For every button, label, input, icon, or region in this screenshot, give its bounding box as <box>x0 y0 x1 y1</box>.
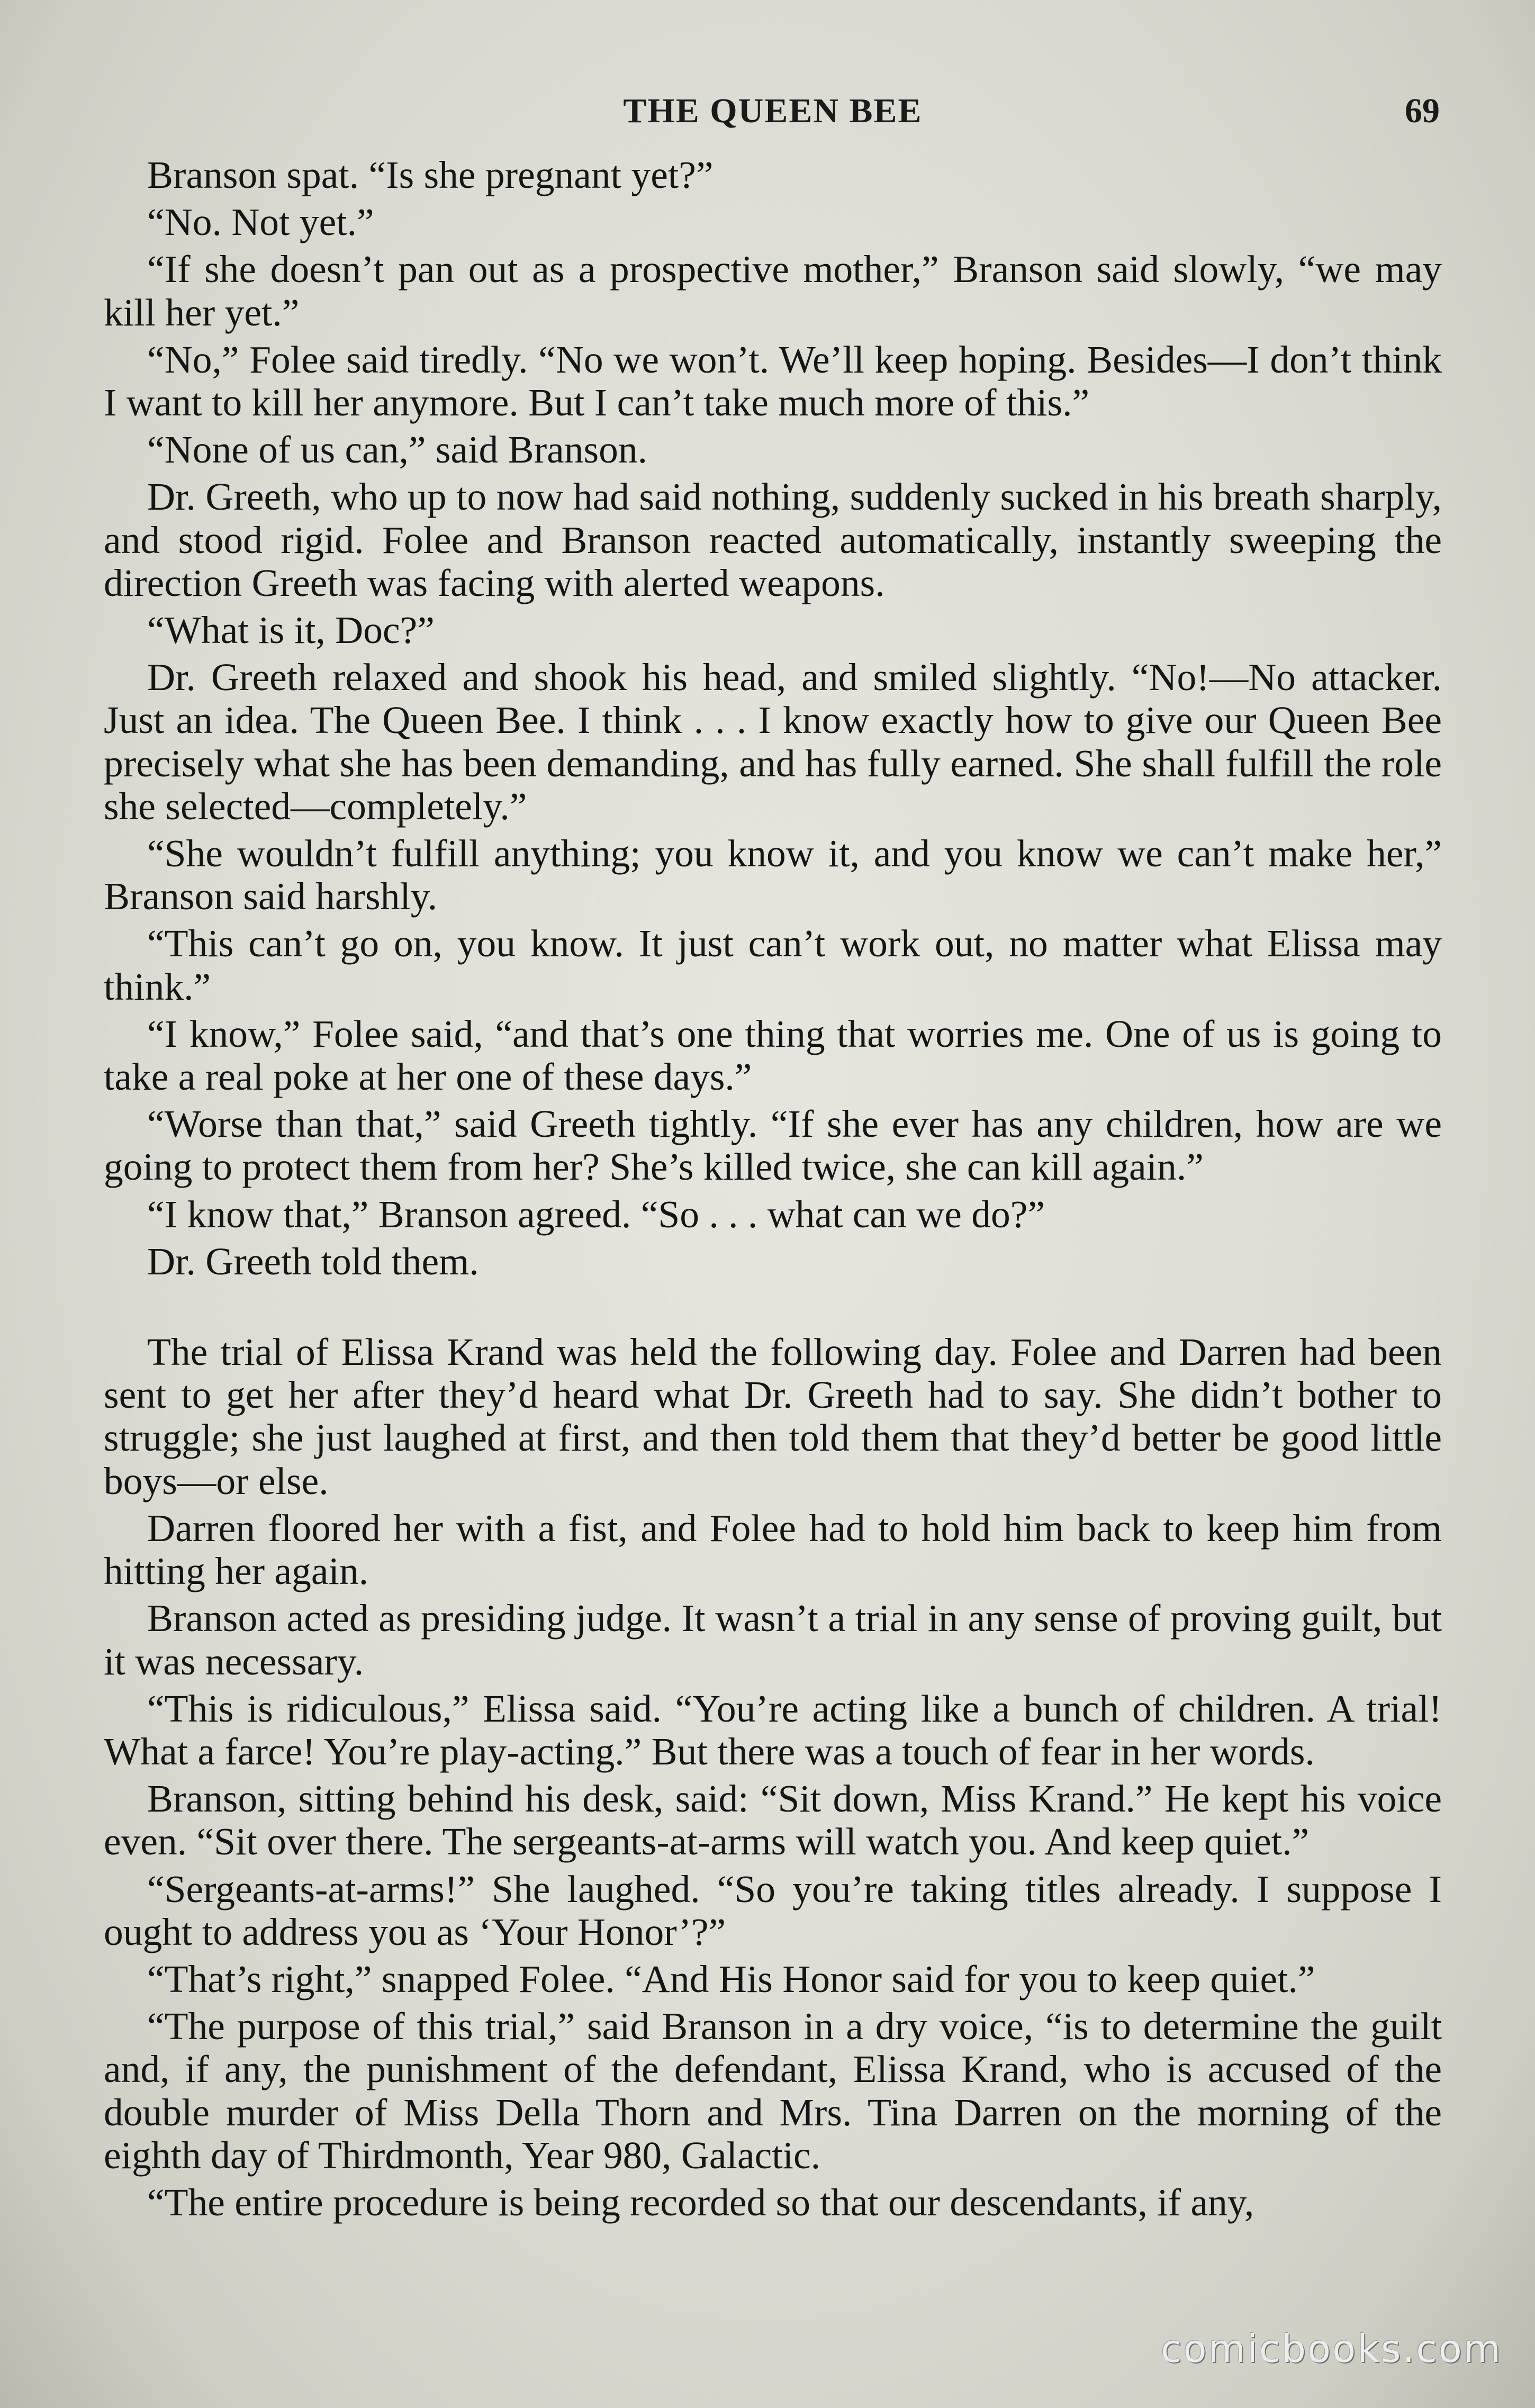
paragraph: “I know,” Folee said, “and that’s one thing that worries me. One of us is going to take a real poke at her one of these days.” <box>104 1012 1442 1099</box>
paragraph: Branson spat. “Is she pregnant yet?” <box>147 153 714 196</box>
paragraph: Dr. Greeth told them. <box>147 1239 479 1283</box>
paragraph: “Worse than that,” said Greeth tightly. “If she ever has any children, how are we going to protect them from her? She’s killed twice, she can kill again.” <box>104 1102 1442 1189</box>
paragraph: “None of us can,” said Branson. <box>147 428 648 472</box>
running-head <box>106 91 1440 139</box>
paragraph: “That’s right,” snapped Folee. “And His Honor said for you to keep quiet.” <box>147 1957 1315 2000</box>
paragraph: “What is it, Doc?” <box>147 609 435 652</box>
paragraph: Branson, sitting behind his desk, said: “Sit down, Miss Krand.” He kept his voice even. “Sit over there. The sergeants-at-arms will watch you. And keep quiet.” <box>104 1777 1442 1863</box>
page-number: 69 <box>1405 92 1440 130</box>
paragraph: The trial of Elissa Krand was held the following day. Folee and Darren had been sent to get her after they’d heard what Dr. Greeth had to say. She didn’t bother to struggle; she just laughed at first, and then told them that they’d better be good little boys—or else. <box>104 1330 1442 1502</box>
paragraph: Dr. Greeth relaxed and shook his head, and smiled slightly. “No!—No attacker. Just an idea. The Queen Bee. I think . . . I know exactly how to give our Queen Bee precisely what she has been demanding, and has fully earned. She shall fulfill the role she selected—completely.” <box>104 656 1442 828</box>
paragraph: “Sergeants-at-arms!” She laughed. “So you’re taking titles already. I suppose I ought to address you as ‘Your Honor’?” <box>104 1867 1442 1953</box>
running-title: THE QUEEN BEE <box>623 92 923 130</box>
paragraph: Branson acted as presiding judge. It wasn’t a trial in any sense of proving guilt, but it was necessary. <box>104 1597 1442 1683</box>
paragraph: Dr. Greeth, who up to now had said nothing, suddenly sucked in his breath sharply, and stood rigid. Folee and Branson reacted automatically, instantly sweeping the direction Greeth was facing with alerted weapons. <box>104 475 1442 604</box>
paragraph: “No. Not yet.” <box>147 201 374 244</box>
paragraph: “This is ridiculous,” Elissa said. “You’re acting like a bunch of children. A trial! What a farce! You’re play-acting.” But there was a touch of fear in her words. <box>104 1687 1442 1773</box>
paragraph: “She wouldn’t fulfill anything; you know it, and you know we can’t make her,” Branson said harshly. <box>104 832 1442 918</box>
paragraph: “I know that,” Branson agreed. “So . . . what can we do?” <box>147 1192 1045 1236</box>
paragraph: Darren floored her with a fist, and Folee had to hold him back to keep him from hitting her again. <box>104 1506 1442 1593</box>
paragraph: “The entire procedure is being recorded so that our descendants, if any, <box>147 2180 1254 2224</box>
watermark: comicbooks.com <box>1160 2326 1502 2371</box>
paragraph: “This can’t go on, you know. It just can’t work out, no matter what Elissa may think.” <box>104 922 1442 1008</box>
paragraph: “If she doesn’t pan out as a prospective mother,” Branson said slowly, “we may kill her yet.” <box>104 248 1442 334</box>
paragraph: “No,” Folee said tiredly. “No we won’t. We’ll keep hoping. Besides—I don’t think I want to kill her anymore. But I can’t take much more of this.” <box>104 338 1442 424</box>
paragraph: “The purpose of this trial,” said Branson in a dry voice, “is to determine the guilt and, if any, the punishment of the defendant, Elissa Krand, who is accused of the double murder of Miss Della Thorn and Mrs. Tina Darren on the morning of the eighth day of Thirdmonth, Year 980, Galactic. <box>104 2005 1442 2177</box>
body-text <box>104 153 1442 2228</box>
